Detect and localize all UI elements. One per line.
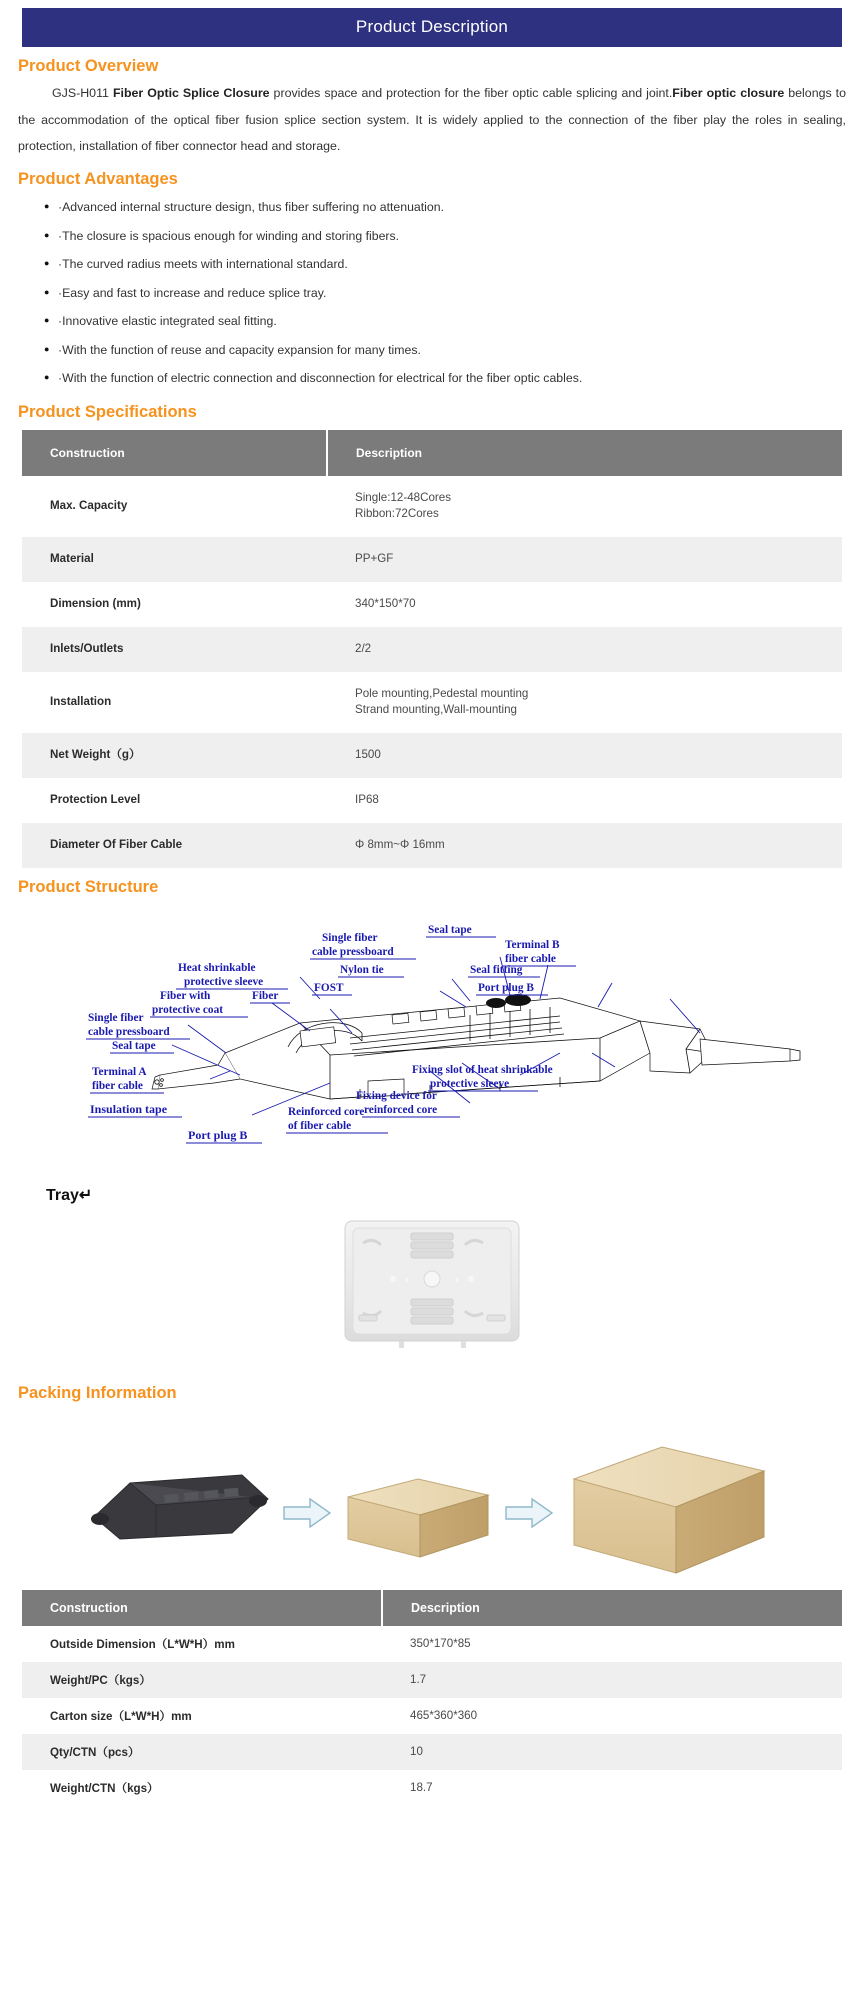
label-text-line2: fiber cable [505,952,556,965]
label-text-line1: Reinforced core [288,1105,365,1118]
table-header-row [22,1590,842,1626]
label-fost [312,982,352,995]
label-fiber [250,990,290,1003]
cell-description: Φ 8mm~Φ 16mm [327,823,842,868]
tray-image-wrap [0,1215,864,1350]
structure-diagram-svg [0,903,864,1163]
arrow-right-icon-2 [506,1499,552,1527]
cell-description: 1.7 [382,1662,842,1698]
overview-model: GJS-H011 [52,86,109,100]
table-row [22,1770,842,1806]
cell-description: 18.7 [410,1781,433,1795]
label-text: Seal tape [112,1039,156,1052]
list-item: ● ·Innovative elastic integrated seal fitting. [44,307,864,336]
label-seal-tape-top [426,924,496,937]
cell-description: Pole mounting,Pedestal mounting Strand mounting,Wall-mounting [355,686,529,717]
column-header-construction: Construction [22,1590,382,1626]
small-carton-icon [348,1479,488,1557]
section-heading-structure: Product Structure [18,877,159,896]
cell-construction: Carton size（L*W*H）mm [50,1709,192,1723]
table-header-row [22,430,842,476]
label-text-line2: reinforced core [364,1103,438,1116]
cell-construction: Inlets/Outlets [22,627,327,672]
overview-bold-1: Fiber Optic Splice Closure [112,86,270,100]
table-row [22,1662,842,1698]
label-text-line2: protective coat [152,1003,223,1016]
specifications-table [22,430,842,868]
cell-description: 465*360*360 [410,1709,478,1723]
cell-construction: Outside Dimension（L*W*H）mm [50,1637,235,1651]
label-fiber-with-protective-coat [150,990,248,1017]
label-text: Seal fitting [470,963,523,976]
cell-description: 350*170*85 [410,1637,471,1651]
section-heading-packing: Packing Information [18,1383,177,1402]
table-row [22,733,842,778]
cell-construction: Material [22,537,327,582]
column-header-construction: Construction [22,430,327,476]
cell-construction: Net Weight（g） [22,733,327,778]
cell-description: 1500 [327,733,842,778]
label-text-line2: cable pressboard [88,1025,170,1038]
list-item: ● ·With the function of electric connection and disconnection for electrical for the fiber optic cables. [44,364,864,393]
label-text: Seal tape [428,923,472,936]
overview-paragraph [18,80,846,160]
label-nylon-tie [338,964,404,977]
column-header-description: Description [382,1590,842,1626]
label-heat-shrinkable-sleeve [176,962,288,989]
table-row [22,537,842,582]
label-text-line1: Terminal B [505,938,560,951]
label-text: Nylon tie [340,963,384,976]
overview-text-1: provides space and protection for the fiber optic cable splicing and joint. [269,86,673,100]
product-structure-diagram [0,903,864,1163]
table-row [22,627,842,672]
label-insulation-tape [88,1102,182,1117]
label-text-line1: Terminal A [92,1065,147,1078]
label-single-fiber-pressboard-left [86,1012,190,1039]
cell-description: 10 [382,1734,842,1770]
label-text: Port plug B [188,1127,248,1142]
cell-description: Single:12-48Cores Ribbon:72Cores [355,490,452,521]
list-item: ● ·Easy and fast to increase and reduce splice tray. [44,279,864,308]
label-text-line2: cable pressboard [312,945,394,958]
cell-construction: Dimension (mm) [50,597,141,611]
section-heading-specifications: Product Specifications [18,402,197,421]
label-terminal-b [503,939,576,966]
table-row [22,476,842,538]
list-item: ● ·The closure is spacious enough for winding and storing fibers. [44,222,864,251]
table-row [22,582,842,627]
label-text: Insulation tape [90,1101,168,1116]
large-carton-icon [574,1447,764,1573]
arrow-right-icon-1 [284,1499,330,1527]
cell-description: 340*150*70 [355,597,416,611]
cell-description: 2/2 [327,627,842,672]
label-text-line2: protective sleeve [430,1077,510,1090]
cell-construction: Installation [50,695,112,708]
list-item: ● ·With the function of reuse and capacity expansion for many times. [44,336,864,365]
label-text-line1: Single fiber [322,931,378,944]
cell-construction: Diameter Of Fiber Cable [22,823,327,868]
table-row [22,1626,842,1662]
label-text-line1: Fixing device for [356,1089,437,1102]
cell-construction: Weight/CTN（kgs） [50,1781,159,1795]
label-text: FOST [314,981,344,994]
label-port-plug-b-bottom [186,1128,262,1143]
cell-construction: Max. Capacity [50,499,128,513]
label-text-line1: Heat shrinkable [178,961,256,974]
list-item: ● ·The curved radius meets with international standard. [44,250,864,279]
label-port-plug-b-right [476,982,548,995]
label-seal-tape-left [110,1040,174,1053]
column-header-description: Description [327,430,842,476]
label-text-line2: of fiber cable [288,1119,352,1132]
closure-product-photo [91,1475,268,1539]
label-text-line1: Fixing slot of heat shrinkable [412,1063,553,1076]
label-text-line1: Single fiber [88,1011,144,1024]
product-description-page [0,8,864,1816]
cell-construction: Weight/PC（kgs） [22,1662,382,1698]
tray-image [337,1215,527,1350]
table-row [22,1734,842,1770]
packing-table [22,1590,842,1806]
cell-description: IP68 [355,793,379,806]
label-text: Fiber [252,989,279,1002]
label-fixing-device [356,1090,460,1117]
overview-bold-2: Fiber optic closure [672,86,785,100]
cell-construction: Qty/CTN（pcs） [22,1734,382,1770]
cell-construction: Protection Level [50,793,141,806]
cell-description: PP+GF [327,537,842,582]
label-text-line2: fiber cable [92,1079,143,1092]
label-single-fiber-pressboard-top [310,932,416,959]
list-item: ● ·Advanced internal structure design, thus fiber suffering no attenuation. [44,193,864,222]
table-row [22,672,842,734]
packing-illustration-svg [72,1425,792,1580]
page-title-banner: Product Description [22,8,842,47]
label-text-line2: protective sleeve [184,975,264,988]
label-text-line1: Fiber with [160,989,211,1002]
table-row [22,823,842,868]
label-text: Port plug B [478,981,534,994]
table-row [22,778,842,823]
section-heading-advantages: Product Advantages [18,170,178,189]
advantages-list [0,193,864,393]
tray-title: Tray↵ [46,1186,93,1204]
section-heading-overview: Product Overview [18,57,159,75]
table-row [22,1698,842,1734]
packing-illustration [0,1425,864,1580]
overview-text-2: belongs to the accommodation of the optical fiber fusion splice section system. It is widely applied to the connection of the fiber play the roles in sealing, protection, installation of fiber connector head and storage. [18,86,847,154]
